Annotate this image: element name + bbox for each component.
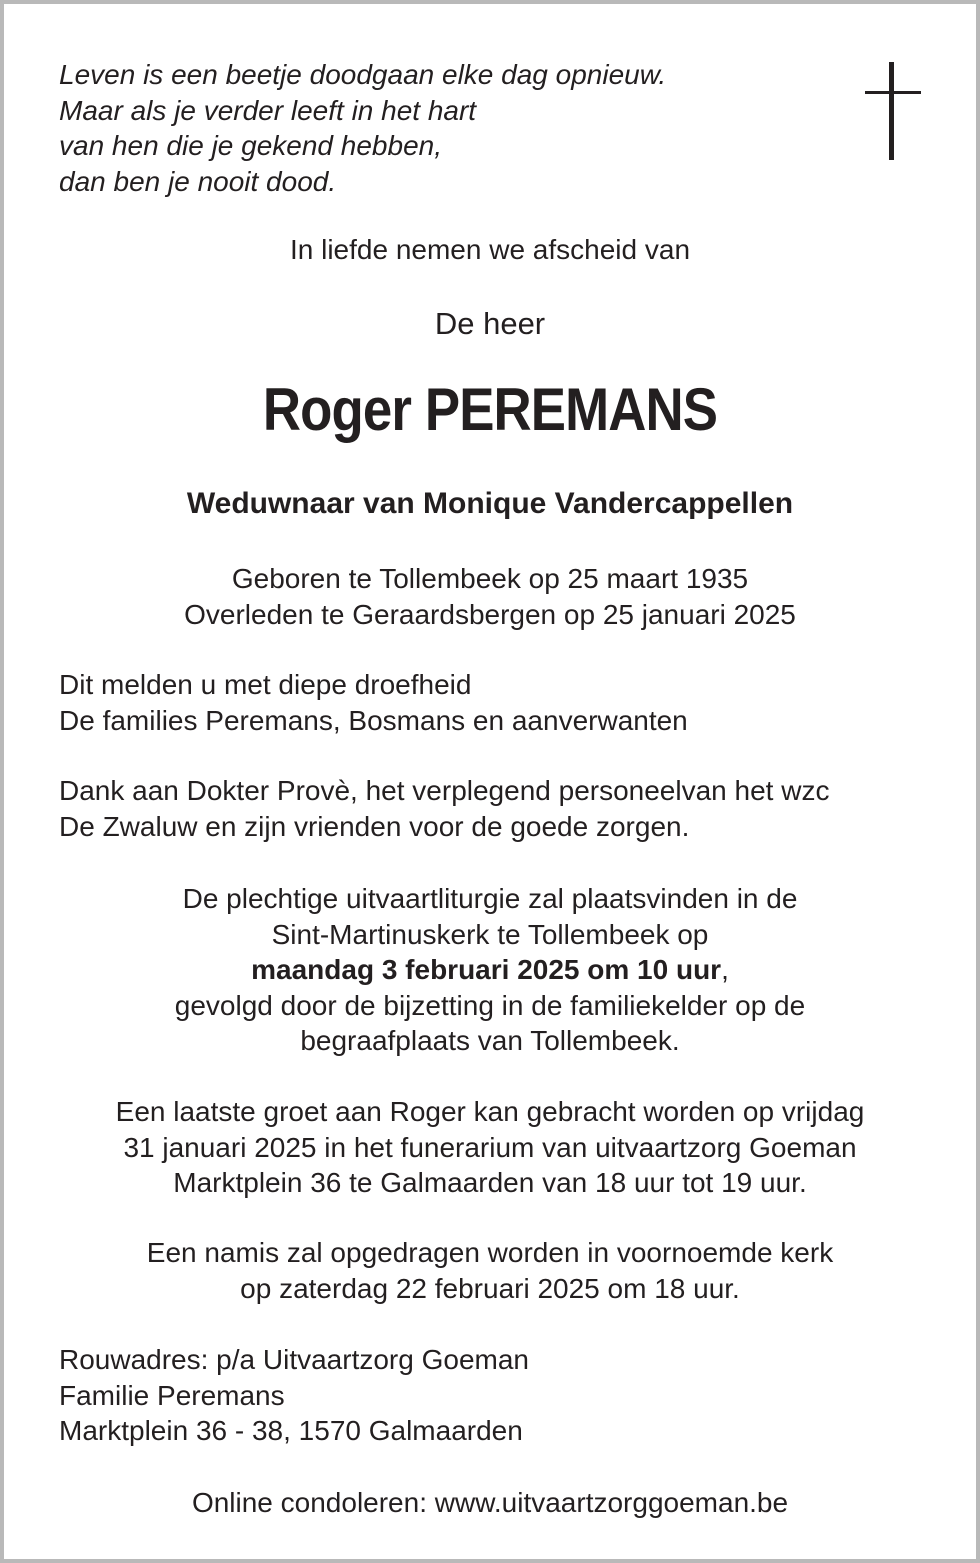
announcement-line: De families Peremans, Bosmans en aanverwanten bbox=[59, 704, 688, 736]
cross-icon bbox=[865, 62, 921, 160]
funeral-line: gevolgd door de bijzetting in de familiekelder op de bbox=[174, 989, 806, 1021]
funeral-line: begraafplaats van Tollembeek. bbox=[300, 1025, 680, 1056]
mass-line: Een namis zal opgedragen worden in voornoemde kerk bbox=[146, 1237, 834, 1268]
poem-line: dan ben je nooit dood. bbox=[59, 165, 337, 197]
thanks-line: De Zwaluw en zijn vrienden voor de goede zorgen. bbox=[59, 810, 690, 842]
address-line: Marktplein 36 - 38, 1570 Galmaarden bbox=[59, 1415, 523, 1446]
cross-horizontal-bar bbox=[865, 91, 921, 94]
farewell-line: Een laatste groet aan Roger kan gebracht worden op vrijdag bbox=[115, 1096, 865, 1127]
address-line: Rouwadres: p/a Uitvaartzorg Goeman bbox=[59, 1344, 529, 1375]
announcement-line: Dit melden u met diepe droefheid bbox=[59, 669, 472, 700]
address-line: Familie Peremans bbox=[59, 1379, 285, 1411]
thanks bbox=[59, 773, 829, 844]
mass-details bbox=[4, 1235, 976, 1306]
intro-text: In liefde nemen we afscheid van bbox=[289, 234, 691, 265]
online-condolences: Online condoleren: www.uitvaartzorggoeman.be bbox=[191, 1487, 789, 1518]
poem bbox=[59, 57, 666, 199]
poem-line: Maar als je verder leeft in het hart bbox=[59, 94, 477, 126]
funeral-details bbox=[4, 881, 976, 1059]
farewell-details bbox=[4, 1094, 976, 1201]
funeral-line: De plechtige uitvaartliturgie zal plaatsvinden in de bbox=[182, 883, 798, 914]
deceased-name: Roger PEREMANS bbox=[262, 376, 718, 443]
funeral-line: Sint-Martinuskerk te Tollembeek op bbox=[271, 918, 709, 950]
life-dates bbox=[4, 561, 976, 632]
announcement bbox=[59, 667, 688, 738]
poem-line: Leven is een beetje doodgaan elke dag opnieuw. bbox=[59, 59, 667, 90]
farewell-line: Marktplein 36 te Galmaarden van 18 uur tot 19 uur. bbox=[173, 1167, 807, 1198]
farewell-line: 31 januari 2025 in het funerarium van uitvaartzorg Goeman bbox=[123, 1131, 857, 1163]
cross-vertical-bar bbox=[889, 62, 894, 160]
mass-line: op zaterdag 22 februari 2025 om 18 uur. bbox=[240, 1272, 740, 1304]
thanks-line: Dank aan Dokter Provè, het verplegend personeelvan het wzc bbox=[59, 775, 830, 806]
birth-line: Geboren te Tollembeek op 25 maart 1935 bbox=[231, 563, 749, 594]
salutation: De heer bbox=[434, 306, 546, 341]
mourning-address bbox=[59, 1342, 529, 1449]
spouse-line: Weduwnaar van Monique Vandercappellen bbox=[186, 487, 794, 520]
funeral-date-line bbox=[4, 952, 976, 988]
funeral-date: maandag 3 februari 2025 om 10 uur bbox=[251, 954, 722, 985]
funeral-date-suffix: , bbox=[721, 954, 729, 985]
poem-line: van hen die je gekend hebben, bbox=[59, 130, 442, 161]
death-line: Overleden te Geraardsbergen op 25 januari 2025 bbox=[184, 598, 796, 630]
